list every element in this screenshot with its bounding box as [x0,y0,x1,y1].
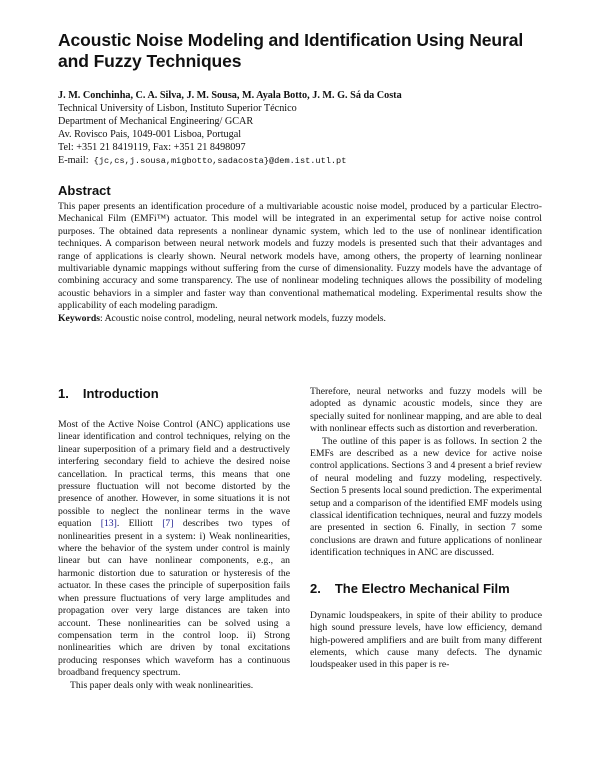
paragraph-text: . Elliott [116,518,163,530]
abstract-text: This paper presents an identification procedure of a multivariable acoustic noise model, produced by a particular Electro-Mechanical Film (EMFi™) actuator. This model will be integrated in an experimental setup for active noise control purposes. The obtained data represents a nonlinear dynamic system, which led to the use of nonlinear identification techniques. A comparison between neural network models and fuzzy models is presented such that their advantages and range of applications is clearly shown. Neural network models have, among others, the property of learning nonlinear multivariable dynamic mappings without suffering from the curse of dimensionality. Fuzzy models have the advantage of combining accuracy and some transparency. The use of nonlinear modeling techniques allows the possibility of modeling acoustic behaviors in a simpler and faster way than conventional mathematical modeling. Experimental results show the applicability of each modeling paradigm. [58,201,542,312]
keywords-line [58,313,542,325]
paper-title: Acoustic Noise Modeling and Identification Using Neural and Fuzzy Techniques [58,30,524,71]
citation-link[interactable]: [13] [100,518,117,530]
email-address: {jc,cs,j.sousa,migbotto,sadacosta}@dem.ist.utl.pt [93,156,347,166]
body-columns [58,386,542,692]
paragraph-text: describes two types of nonlinearities present in a system: i) Weak nonlinearities, where the behavior of the system under control is mainly linear but can have nonlinear components, e.g., an harmonic distortion due to saturation or hysteresis of the actuator. In these cases the principle of superposition fails when pressure fluctuations of very large amplitudes and propagation over very large distances are taken into account. These nonlinearities can be solved using a compensation term in the control loop. ii) Strong nonlinearities which are driven by tonal excitations producing responses which waveform has a continuous broadband frequency spectrum. [58,518,290,679]
intro-paragraph-3: Therefore, neural networks and fuzzy models will be adopted as dynamic acoustic models, since they are specially suited for nonlinear mapping, and are able to deal with nonlinear effects such as distortion and reverberation. [310,386,542,435]
email-label: E-mail: [58,155,89,166]
email-line [58,154,542,168]
author-list: J. M. Conchinha, C. A. Silva, J. M. Sousa, M. Ayala Botto, J. M. G. Sá da Costa [58,90,402,101]
affiliation-block [58,102,542,168]
intro-paragraph-1 [58,419,290,680]
section-number: 2. [310,580,321,596]
keywords-label: Keywords [58,312,100,324]
intro-paragraph-4: The outline of this paper is as follows. In section 2 the EMFs are described as a new device for active noise control applications. Sections 3 and 4 present a brief review of neural modeling and fuzzy modeling, respectively. Section 5 presents local sound prediction. The experimental setup and a comparison of the identified EMF models using classical identification techniques, neural and fuzzy models are presented in section 6. Finally, in section 7 some conclusions are drawn and future applications of nonlinear identification techniques in ANC are discussed. [310,435,542,559]
left-column [58,386,290,692]
affiliation-line: Av. Rovisco Pais, 1049-001 Lisboa, Portugal [58,129,242,140]
citation-link[interactable]: [7] [162,518,174,530]
affiliation-line: Tel: +351 21 8419119, Fax: +351 21 8498097 [58,142,246,153]
section-number: 1. [58,386,69,401]
paper-header [58,30,542,325]
intro-paragraph-2: This paper deals only with weak nonlinearities. [70,679,254,691]
section-heading-introduction [58,386,290,402]
emf-paragraph-1: Dynamic loudspeakers, in spite of their ability to produce high sound pressure levels, have low efficiency, demand high-powered amplifiers and are built from many different elements, which cause many defects. The dynamic loudspeaker used in this paper is re- [310,609,542,671]
section-title: The Electro Mechanical Film [334,580,510,596]
section-title: Introduction [82,386,159,401]
keywords-text: : Acoustic noise control, modeling, neural network models, fuzzy models. [99,312,386,324]
affiliation-line: Technical University of Lisbon, Instituto Superior Técnico [58,103,297,114]
section-heading-emf [310,581,542,597]
right-column [310,386,542,692]
affiliation-line: Department of Mechanical Engineering/ GCAR [58,116,254,127]
abstract-heading: Abstract [58,183,111,198]
paragraph-text: Most of the Active Noise Control (ANC) applications use linear identification and control techniques, relying on the linear superposition of a primary field and a destructively interfering secondary field to achieve the desired noise cancellation. In practical terms, this means that one pressure fluctuation will not become distorted by the presence of another. However, in some situations it is not possible to neglect the nonlinear terms in the wave equation [58,419,290,530]
